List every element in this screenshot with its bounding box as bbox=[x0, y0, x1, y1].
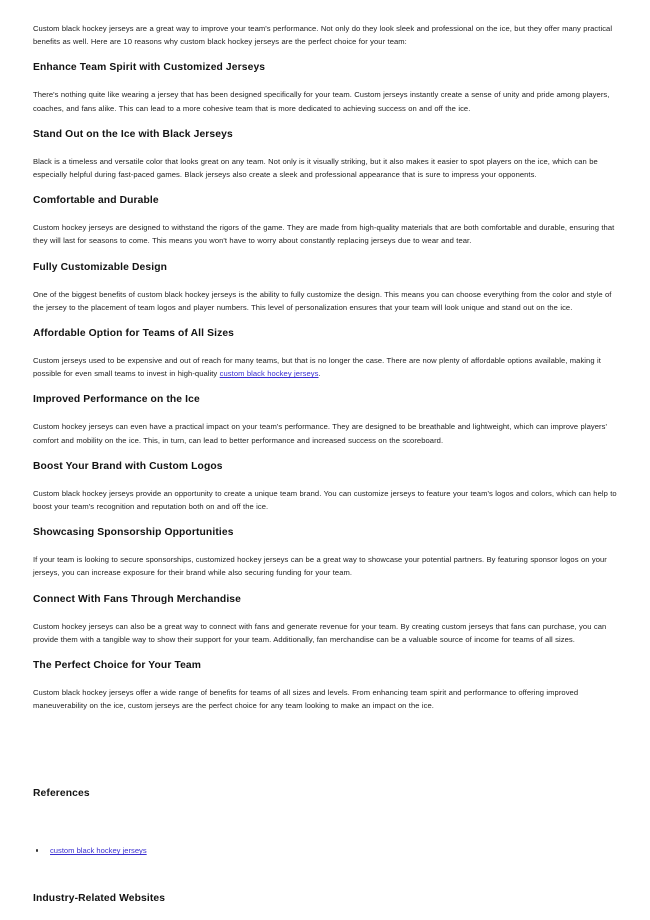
section-paragraph-affordable-option bbox=[33, 354, 617, 380]
section-paragraph-fully-customizable-design: One of the biggest benefits of custom black hockey jerseys is the ability to fully customize the design. This means you can choose everything from the color and style of the jersey to the placement of team logos and player numbers. This level of personalization ensures that your team will look unique and stand out on the ice. bbox=[33, 289, 612, 312]
section-heading-comfortable-and-durable: Comfortable and Durable bbox=[33, 195, 159, 207]
reference-link-custom-black-hockey-jerseys[interactable]: custom black hockey jerseys bbox=[50, 846, 147, 856]
section-paragraph-perfect-choice: Custom black hockey jerseys offer a wide range of benefits for teams of all sizes and levels. From enhancing team spirit and performance to offering improved maneuverability on the ice, custom jerseys are the perfect choice for any team looking to make an impact on the ice. bbox=[33, 688, 579, 711]
intro-paragraph: Custom black hockey jerseys are a great way to improve your team's performance. Not only do they look sleek and professional on the ice, but they offer many practical benefits as well. Here are 10 reasons why custom black hockey jerseys are the perfect choice for your team: bbox=[33, 24, 613, 47]
section-heading-showcasing-sponsorship: Showcasing Sponsorship Opportunities bbox=[33, 527, 234, 539]
section-paragraph-stand-out-on-the-ice: Black is a timeless and versatile color that looks great on any team. Not only is it visually striking, but it also makes it easier to spot players on the ice, which can be especially helpful during fast-paced games. Black jerseys also create a sleek and professional appearance that is sure to impress your opponents. bbox=[33, 156, 598, 180]
section-heading-enhance-team-spirit: Enhance Team Spirit with Customized Jerseys bbox=[33, 62, 266, 74]
section-paragraph-boost-your-brand: Custom black hockey jerseys provide an opportunity to create a unique team brand. You can customize jerseys to feature your team's logos and colors, which can help to boost your team's recognition and reputation both on and off the ice. bbox=[33, 488, 617, 512]
references-heading: References bbox=[33, 788, 90, 800]
references-list bbox=[33, 844, 617, 857]
section-paragraph-showcasing-sponsorship: If your team is looking to secure sponsorships, customized hockey jerseys can be a great way to showcase your potential partners. By featuring sponsor logos on your jerseys, you can increase exposure for their brand while also securing funding for your team. bbox=[33, 555, 607, 578]
industry-websites-spacer bbox=[33, 862, 617, 892]
industry-websites-heading: Industry-Related Websites bbox=[33, 892, 166, 904]
list-item bbox=[33, 844, 617, 857]
section-paragraph-improved-performance: Custom hockey jerseys can even have a practical impact on your team's performance. They are designed to be breathable and lightweight, which can improve players' comfort and mobility on the ice. This, in turn, can lead to better performance and increased success on the scoreboard. bbox=[33, 422, 607, 445]
section-heading-connect-with-fans: Connect With Fans Through Merchandise bbox=[33, 593, 242, 605]
section-heading-perfect-choice: The Perfect Choice for Your Team bbox=[33, 660, 202, 672]
section-heading-boost-your-brand: Boost Your Brand with Custom Logos bbox=[33, 460, 223, 472]
section-paragraph-enhance-team-spirit: There's nothing quite like wearing a jersey that has been designed specifically for your team. Custom jerseys instantly create a sense of unity and pride among players, coaches, and fans alike. This can lead to a more cohesive team that is more dedicated to achieving success on and off the ice. bbox=[33, 90, 610, 113]
section-heading-affordable-option: Affordable Option for Teams of All Sizes bbox=[33, 328, 235, 340]
document-body bbox=[33, 22, 617, 906]
inline-link-custom-black-hockey-jerseys[interactable]: custom black hockey jerseys bbox=[219, 369, 319, 379]
section-paragraph-connect-with-fans: Custom hockey jerseys can also be a great way to connect with fans and generate revenue for your team. By creating custom jerseys that fans can purchase, you can provide them with a tangible way to show their support for your team. Additionally, fan merchandise can be a valuable source of income for teams of all sizes. bbox=[33, 621, 607, 644]
section-paragraph-comfortable-and-durable: Custom hockey jerseys are designed to withstand the rigors of the game. They are made from high-quality materials that are both comfortable and durable, ensuring that they will last for seasons to come. This means you won't have to worry about constantly replacing jerseys due to wear and tear. bbox=[33, 223, 615, 246]
section-heading-improved-performance: Improved Performance on the Ice bbox=[33, 394, 200, 406]
bullet-icon bbox=[36, 849, 38, 851]
references-spacer bbox=[33, 725, 617, 787]
affordable-text-after-link: . bbox=[318, 369, 321, 379]
section-heading-stand-out-on-the-ice: Stand Out on the Ice with Black Jerseys bbox=[33, 128, 233, 140]
references-list-spacer bbox=[33, 814, 617, 844]
affordable-text-before-link: Custom jerseys used to be expensive and out of reach for many teams, but that is no longer the case. There are now plenty of affordable options available, making it possible for even small teams to invest in high-quality bbox=[33, 356, 601, 379]
section-heading-fully-customizable-design: Fully Customizable Design bbox=[33, 261, 168, 273]
